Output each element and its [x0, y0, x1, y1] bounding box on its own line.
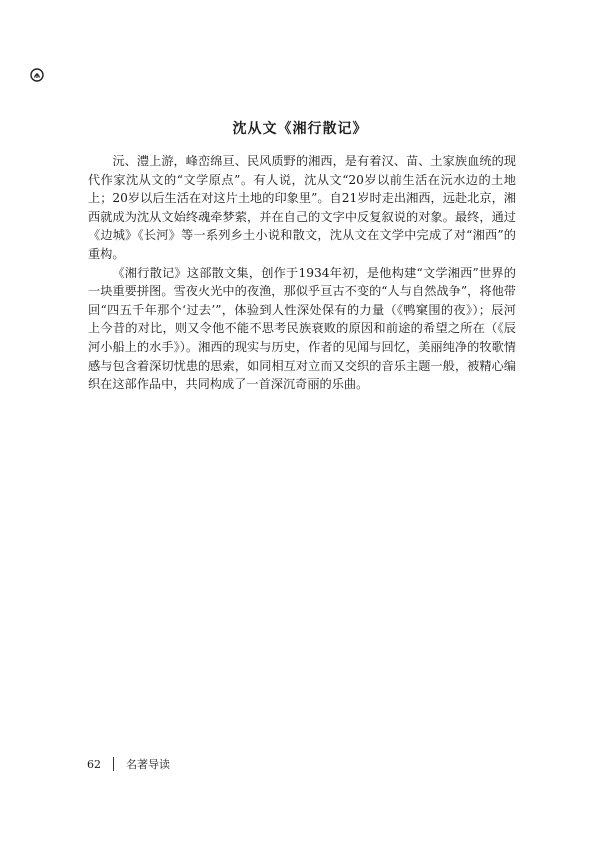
- footer-divider: [113, 757, 114, 771]
- paragraph: 《湘行散记》这部散文集，创作于1934年初，是他构建“文学湘西”世界的一块重要拼图。雪夜火光中的夜渔，那似乎亘古不变的“人与自然战争”，将他带回“四五千年那个‘过去’”，体验到人性深处保有的力量（《鸭窠围的夜》）；辰河上今昔的对比，则又令他不能不思考民族衰败的原因和前途的希望之所在（《辰河小船上的水手》）。湘西的现实与历史，作者的见闻与回忆，美丽纯净的牧歌情感与包含着深切忧患的思索，如同相互对立而又交织的音乐主题一般，被精心编织在这部作品中，共同构成了一首深沉奇丽的乐曲。: [88, 265, 516, 392]
- article-body: [88, 152, 516, 394]
- paragraph: 沅、澧上游，峰峦绵亘、民风质野的湘西，是有着汉、苗、土家族血统的现代作家沈从文的“文学原点”。有人说，沈从文“20岁以前生活在沅水边的土地上；20岁以后生活在对这片土地的印象里”。自21岁时走出湘西，远赴北京，湘西就成为沈从文始终魂牵梦萦，并在自己的文字中反复叙说的对象。最终，通过《边城》《长河》等一系列乡土小说和散文，沈从文在文学中完成了对“湘西”的重构。: [88, 154, 516, 261]
- publisher-logo-icon: [30, 68, 44, 82]
- book-title: 名著导读: [126, 758, 170, 771]
- page-number: 62: [87, 757, 101, 771]
- page-title: 沈从文《湘行散记》: [232, 121, 368, 137]
- page-footer: [87, 756, 170, 772]
